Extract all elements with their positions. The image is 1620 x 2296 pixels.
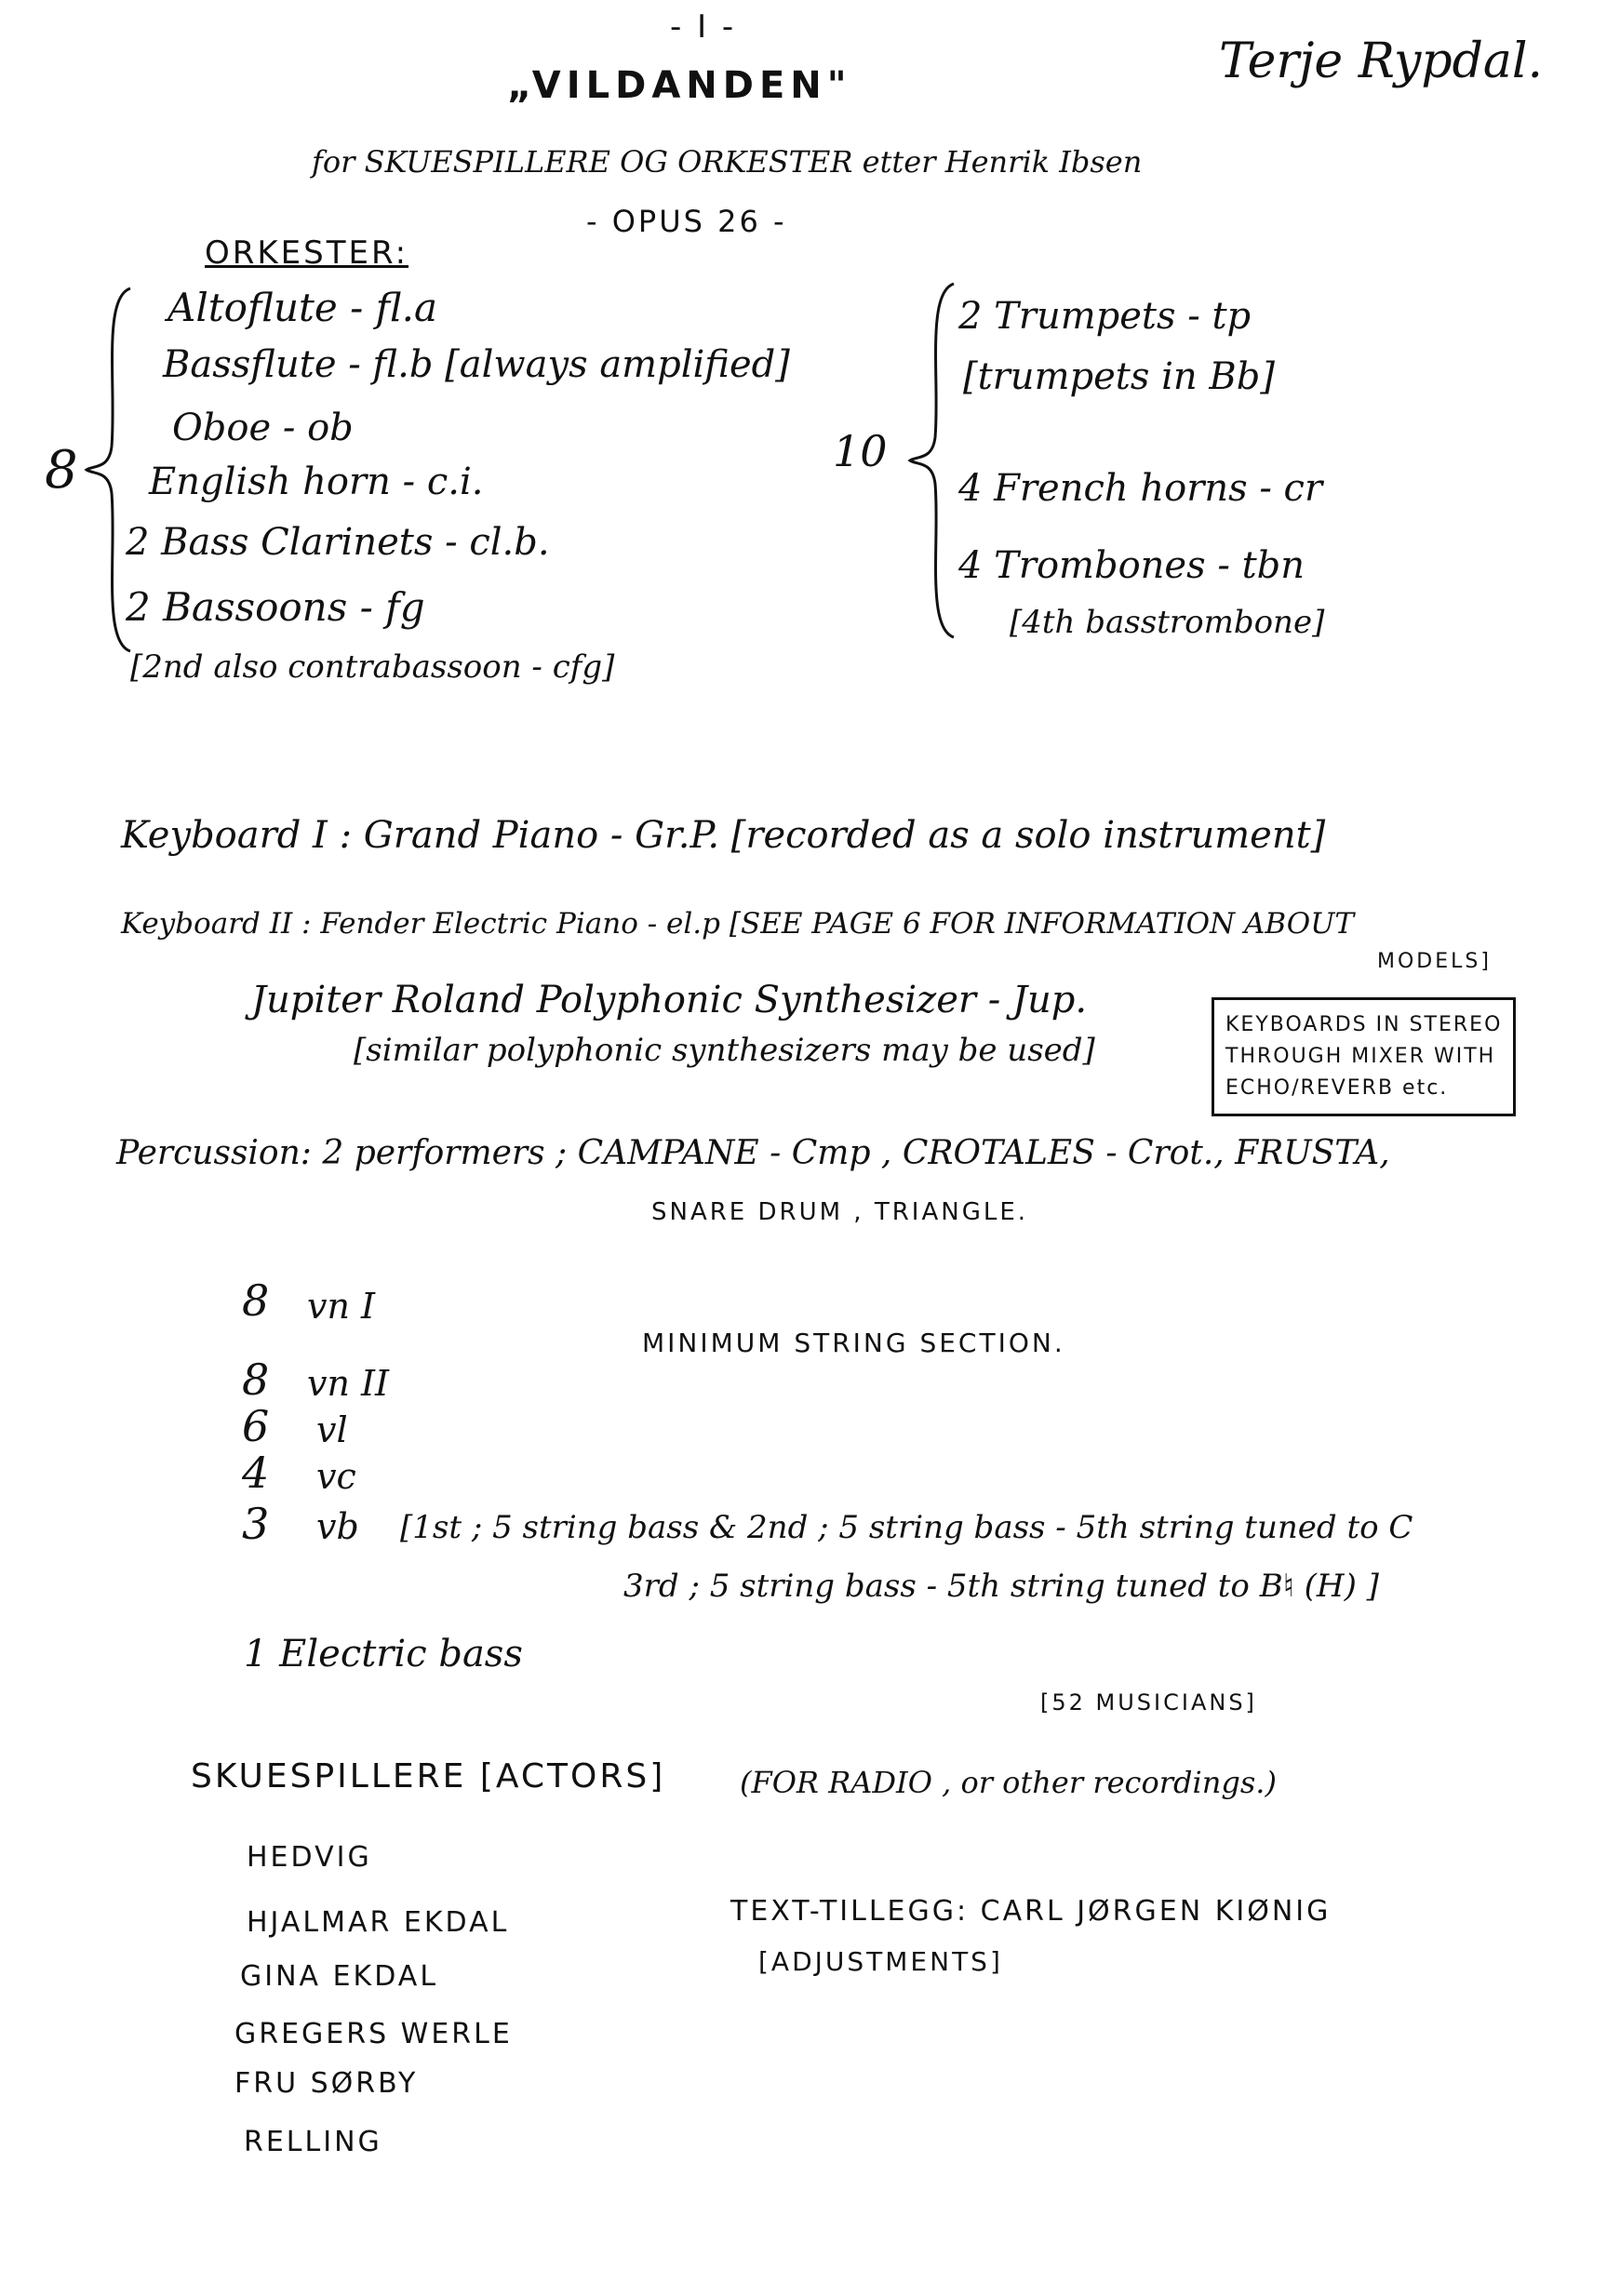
synthesizer-note: [similar polyphonic synthesizers may be used] — [354, 1032, 1095, 1069]
percussion-line-1: Percussion: 2 performers ; CAMPANE - Cmp , CROTALES - Crot., FRUSTA, — [116, 1134, 1390, 1172]
brass-basstrombone-note: [4th basstrombone] — [1010, 604, 1325, 641]
orchestra-heading: ORKESTER: — [205, 234, 409, 272]
brass-brace — [903, 279, 958, 642]
string-instrument: vb — [316, 1506, 359, 1547]
actor-name: HJALMAR EKDAL — [247, 1906, 510, 1939]
actor-name: GREGERS WERLE — [234, 2018, 513, 2050]
woodwind-oboe: Oboe - ob — [172, 407, 354, 449]
keyboard-2-continued: MODELS] — [1377, 950, 1492, 973]
actors-heading: SKUESPILLERE [ACTORS] — [191, 1757, 666, 1795]
page-title: „VILDANDEN" — [507, 64, 852, 107]
stereo-box-line-3: ECHO/REVERB etc. — [1225, 1076, 1449, 1101]
subtitle: for SKUESPILLERE OG ORKESTER etter Henrik Ibsen — [312, 144, 1143, 180]
page-marker: - I - — [670, 8, 737, 46]
keyboard-1: Keyboard I : Grand Piano - Gr.P. [recorded as a solo instrument] — [121, 814, 1326, 857]
text-credit: TEXT-TILLEGG: CARL JØRGEN KIØNIG — [730, 1895, 1332, 1928]
woodwind-contrabassoon-note: [2nd also contrabassoon - cfg] — [130, 648, 615, 686]
string-count: 8 — [242, 1275, 270, 1326]
musician-count: [52 MUSICIANS] — [1040, 1689, 1257, 1715]
string-instrument: vc — [316, 1456, 356, 1497]
brass-trumpets-note: [trumpets in Bb] — [963, 355, 1275, 398]
bass-note-1: [1st ; 5 string bass & 2nd ; 5 string bass - 5th string tuned to C — [400, 1509, 1413, 1546]
woodwind-bassoons: 2 Bassoons - fg — [126, 584, 425, 630]
brass-count: 10 — [833, 426, 888, 476]
actor-name: HEDVIG — [247, 1841, 372, 1874]
string-section-note: MINIMUM STRING SECTION. — [642, 1328, 1065, 1358]
string-count: 4 — [242, 1448, 270, 1498]
string-count: 3 — [242, 1499, 270, 1549]
bass-note-2: 3rd ; 5 string bass - 5th string tuned to B♮ (H) ] — [623, 1568, 1379, 1605]
string-count: 6 — [242, 1401, 270, 1451]
stereo-box-line-2: THROUGH MIXER WITH — [1225, 1045, 1496, 1069]
opus-number: - OPUS 26 - — [586, 204, 787, 239]
stereo-box — [1212, 997, 1516, 1116]
brass-french-horns: 4 French horns - cr — [958, 467, 1323, 510]
stereo-box-line-1: KEYBOARDS IN STEREO — [1225, 1013, 1503, 1036]
woodwind-bass-clarinets: 2 Bass Clarinets - cl.b. — [126, 521, 550, 564]
string-instrument: vn II — [307, 1363, 390, 1404]
percussion-line-2: SNARE DRUM , TRIANGLE. — [651, 1198, 1029, 1226]
actors-note: (FOR RADIO , or other recordings.) — [740, 1765, 1277, 1800]
brass-trumpets: 2 Trumpets - tp — [958, 295, 1252, 338]
actor-name: GINA EKDAL — [240, 1960, 439, 1993]
string-instrument: vl — [316, 1409, 348, 1450]
adjustments-note: [ADJUSTMENTS] — [758, 1946, 1003, 1977]
electric-bass: 1 Electric bass — [244, 1633, 523, 1675]
composer-signature: Terje Rypdal. — [1219, 33, 1544, 89]
woodwinds-count: 8 — [45, 440, 78, 501]
synthesizer: Jupiter Roland Polyphonic Synthesizer - Jup. — [251, 979, 1088, 1021]
actor-name: FRU SØRBY — [234, 2067, 419, 2100]
string-instrument: vn I — [307, 1286, 376, 1327]
keyboard-2: Keyboard II : Fender Electric Piano - el.p [SEE PAGE 6 FOR INFORMATION ABOUT — [121, 907, 1354, 941]
woodwind-bassflute: Bassflute - fl.b [always amplified] — [163, 343, 790, 386]
string-count: 8 — [242, 1355, 270, 1405]
woodwind-english-horn: English horn - c.i. — [149, 461, 484, 503]
brass-trombones: 4 Trombones - tbn — [958, 544, 1305, 587]
woodwind-altoflute: Altoflute - fl.a — [167, 285, 438, 330]
actor-name: RELLING — [244, 2126, 382, 2158]
